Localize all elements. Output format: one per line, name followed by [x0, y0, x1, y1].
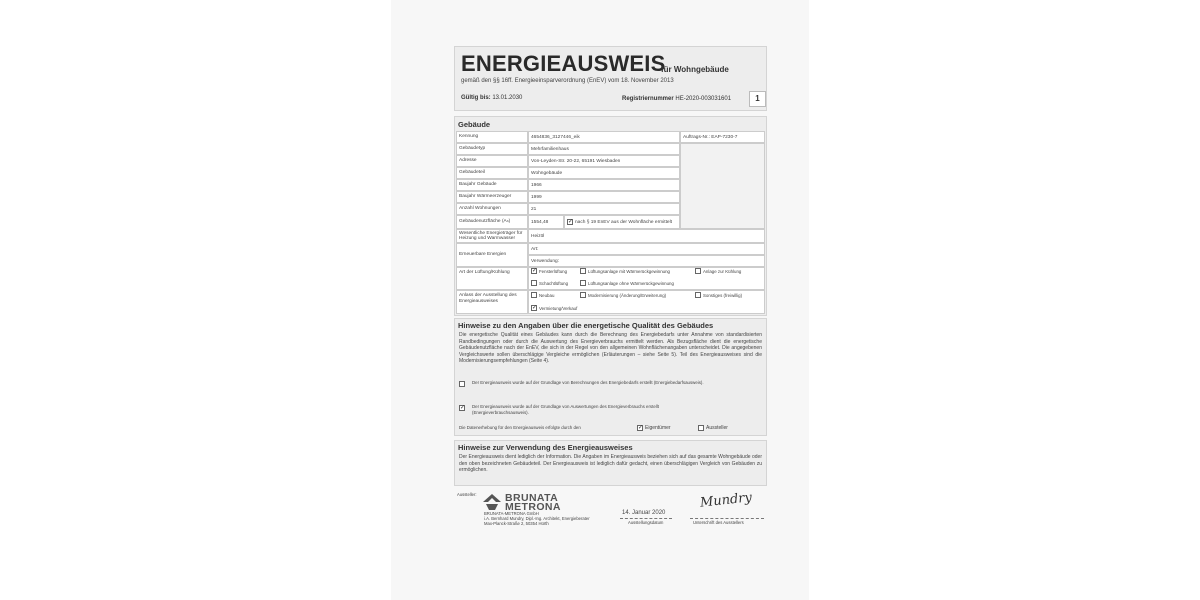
option-demand [459, 380, 709, 387]
row-label-baujahr-gebaeude: Baujahr Gebäude [456, 179, 528, 191]
valid-until-value: 13.01.2030 [492, 95, 523, 101]
usage-paragraph: Der Energieausweis dient lediglich der Information. Die Angaben im Energieausweis beziehen sich auf das gesamte Wohngebäude oder den oben bezeichneten Gebäudeteil. Der Energieausweis ist lediglich dafür gedacht, einen überschlägigen Vergleich von Gebäuden zu ermöglichen. [459, 454, 762, 474]
vent-option-mit-wrg [580, 268, 670, 274]
reason-option-modernisierung [580, 292, 666, 298]
registration-number-value: HE-2020-003031601 [675, 96, 732, 102]
issuer-option [698, 425, 728, 431]
issuer-caption: Aussteller: [457, 492, 477, 497]
demand-checkbox[interactable] [459, 381, 465, 387]
reason-checkbox-sonstiges[interactable] [695, 292, 701, 298]
vent-label-fensterlueftung: Fensterlüftung [539, 268, 568, 274]
row-label-erneuerbare: Erneuerbare Energien [456, 243, 528, 267]
row-label-adresse: Adresse [456, 155, 528, 167]
usage-heading: Hinweise zur Verwendung des Energieausweises [458, 443, 633, 452]
vent-label-ohne-wrg: Lüftungsanlage ohne Wärmerückgewinnung [588, 280, 674, 286]
valid-until [461, 95, 522, 101]
owner-label: Eigentümer [645, 425, 671, 431]
row-value-baujahr-waermeerzeuger: 1999 [528, 191, 680, 203]
row-value-kennung: 4654836_3127446_eik [528, 131, 680, 143]
registration-number [622, 96, 731, 102]
row-value-anzahl-wohnungen: 21 [528, 203, 680, 215]
date-caption: Ausstellungsdatum [628, 520, 664, 525]
row-label-gebaeudetyp: Gebäudetyp [456, 143, 528, 155]
company-address: Max-Planck-Straße 2, 50354 Hürth [484, 521, 549, 526]
demand-label: Der Energieausweis wurde auf der Grundlage von Berechnungen des Energiebedarfs erstellt (Energiebedarfsausweis). [472, 380, 704, 385]
vent-option-fensterlueftung [531, 268, 567, 274]
row-value-gebaeudeteil: Wohngebäude [528, 167, 680, 179]
brunata-logo-icon [483, 494, 501, 510]
row-value-adresse: Von-Leyden-Str. 20-22, 65191 Wiesbaden [528, 155, 680, 167]
document-title: ENERGIEAUSWEIS [461, 51, 666, 76]
vent-option-schachtlueftung [531, 280, 568, 286]
valid-until-label: Gültig bis: [461, 95, 491, 101]
issuer-checkbox[interactable] [698, 425, 704, 431]
area-method-option [564, 215, 680, 229]
row-label-energietraeger: Wesentliche Energieträger für Heizung und Warmwasser [456, 229, 528, 243]
reason-option-sonstiges [695, 292, 742, 298]
signature: Mundry [699, 490, 753, 511]
vent-label-kuehlung: Anlage zur Kühlung [703, 268, 742, 274]
vent-checkbox-mit-wrg[interactable] [580, 268, 586, 274]
reason-label-neubau: Neubau [539, 292, 555, 298]
reason-checkbox-modernisierung[interactable] [580, 292, 586, 298]
row-value-gebaeudetyp: Mehrfamilienhaus [528, 143, 680, 155]
document-subtitle: für Wohngebäude [661, 65, 729, 74]
reason-option-vermietung [531, 305, 577, 311]
row-value-baujahr-gebaeude: 1966 [528, 179, 680, 191]
consumption-label: Der Energieausweis wurde auf der Grundlage von Auswertungen des Energieverbrauchs erstellt (Energieverbrauchsausweis). [472, 404, 659, 415]
vent-checkbox-ohne-wrg[interactable] [580, 280, 586, 286]
row-label-kennung: Kennung [456, 131, 528, 143]
vent-checkbox-fensterlueftung[interactable]: ✓ [532, 268, 538, 274]
row-label-gebaeudeteil: Gebäudeteil [456, 167, 528, 179]
row-value-nutzflaeche: 1554,48 [528, 215, 564, 229]
row-value-energietraeger: Heizöl [528, 229, 765, 243]
registration-number-label: Registriernummer [622, 96, 674, 102]
reason-checkbox-neubau[interactable] [531, 292, 537, 298]
signature-caption: Unterschrift des Ausstellers [693, 520, 744, 525]
option-consumption [459, 404, 709, 416]
row-label-nutzflaeche: Gebäudenutzfläche (Aₙ) [456, 215, 528, 229]
reason-label-vermietung: Vermietung/Verkauf [539, 305, 578, 311]
order-number: Auftrags-Nr.: EAP-7230-7 [680, 131, 765, 143]
owner-option [637, 425, 671, 431]
page-number: 1 [749, 91, 766, 107]
reason-option-neubau [531, 292, 554, 298]
issuer-person: i.A. Bernhard Mundry, Dipl.-Ing. Architekt, Energieberater [484, 516, 590, 521]
issue-date: 14. Januar 2020 [622, 510, 666, 516]
vent-label-schachtlueftung: Schachtlüftung [539, 280, 569, 286]
row-label-baujahr-waermeerzeuger: Baujahr Wärmeerzeuger [456, 191, 528, 203]
photo-area [680, 143, 765, 229]
data-collection-text: Die Datenerhebung für den Energieausweis erfolgte durch den [459, 425, 581, 430]
vent-checkbox-kuehlung[interactable] [695, 268, 701, 274]
date-underline [620, 518, 672, 519]
vent-label-mit-wrg: Lüftungsanlage mit Wärmerückgewinnung [588, 268, 671, 274]
vent-option-ohne-wrg [580, 280, 674, 286]
regulation-text: gemäß den §§ 16ff. Energieeinsparverordnung (EnEV) vom 18. November 2013 [461, 78, 674, 84]
consumption-checkbox[interactable]: ✓ [460, 405, 466, 411]
renewable-type: Art: [528, 243, 765, 255]
logo-line-2: METRONA [505, 501, 561, 513]
vent-option-kuehlung [695, 268, 741, 274]
notes-heading: Hinweise zu den Angaben über die energetische Qualität des Gebäudes [458, 321, 714, 330]
brunata-logo [483, 493, 583, 513]
row-label-lueftung: Art der Lüftung/Kühlung [456, 267, 528, 290]
reason-label-modernisierung: Modernisierung (Änderung/Erweiterung) [588, 292, 667, 298]
signature-underline [690, 518, 764, 519]
vent-checkbox-schachtlueftung[interactable] [531, 280, 537, 286]
notes-paragraph: Die energetische Qualität eines Gebäudes kann durch die Berechnung des Energiebedarfs unter Annahme von standardisierten Randbedingungen oder durch die Auswertung des Energieverbrauchs ermittelt werden. Als Bezugsfläche dient die energetische Gebäudenutzfläche nach der EnEV, die sich in der Regel von den allgemeinen Wohnflächenangaben unterscheidet. Die angegebenen Vergleichswerte sollen überschlägige Vergleiche ermöglichen (Erläuterungen – siehe Seite 5). Teil des Energieausweises sind die Modernisierungsempfehlungen (Seite 4). [459, 332, 762, 365]
renewable-use: Verwendung: [528, 255, 765, 267]
reason-label-sonstiges: Sonstiges (freiwillig) [703, 292, 743, 298]
issuer-label: Aussteller [706, 425, 728, 431]
row-label-anzahl-wohnungen: Anzahl Wohnungen [456, 203, 528, 215]
logo-line-1: BRUNATA [505, 492, 559, 504]
reason-checkbox-vermietung[interactable]: ✓ [532, 305, 538, 311]
row-label-anlass: Anlass der Ausstellung des Energieausweises [456, 290, 528, 314]
area-method-label: nach § 19 EnEV aus der Wohnfläche ermittelt [575, 219, 672, 225]
owner-checkbox[interactable]: ✓ [638, 425, 644, 431]
area-method-checkbox[interactable]: ✓ [568, 219, 574, 225]
company-name: BRUNATA-METRONA GmbH [484, 511, 539, 516]
building-heading: Gebäude [458, 120, 491, 129]
